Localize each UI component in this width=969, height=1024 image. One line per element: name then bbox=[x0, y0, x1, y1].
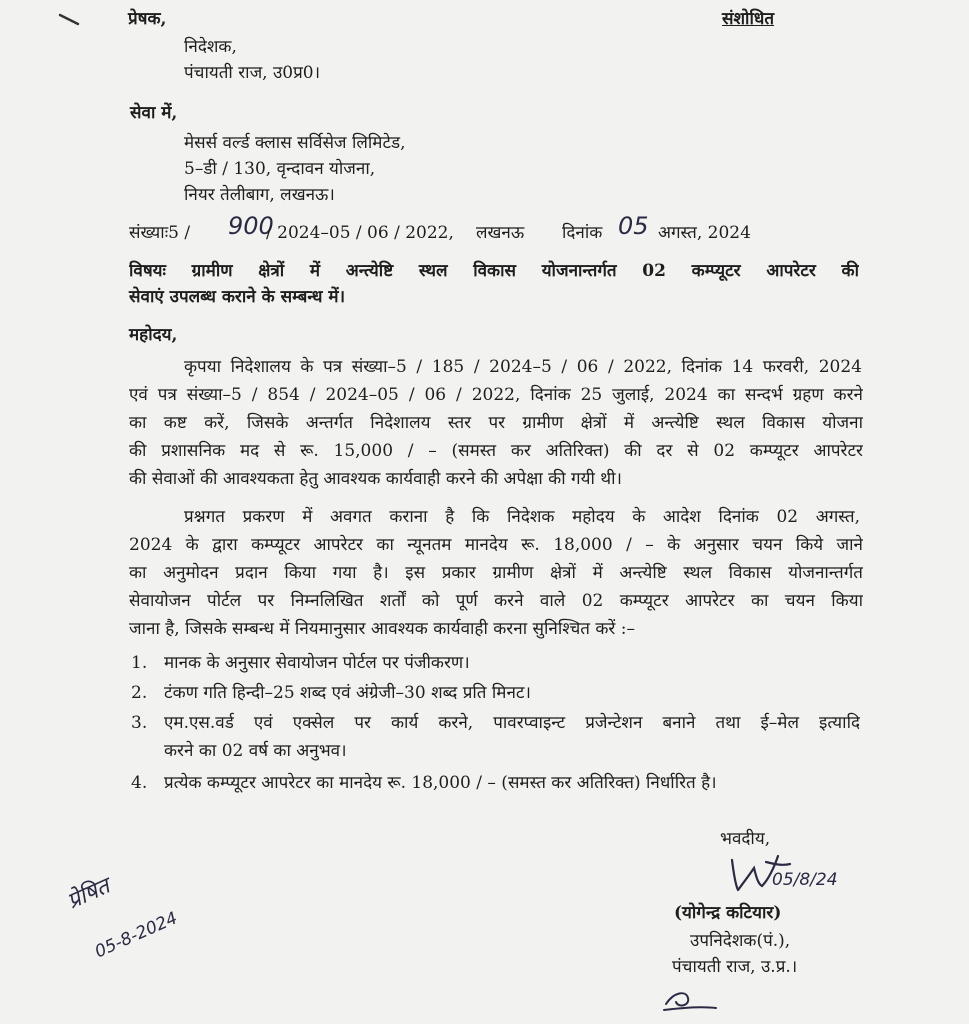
recipient-line: 5–डी / 130, वृन्दावन योजना, bbox=[184, 159, 376, 179]
list-number: 4. bbox=[131, 773, 148, 793]
subject-line: विषयः ग्रामीण क्षेत्रों में अन्त्येष्टि स्थल विकास योजनान्तर्गत 02 कम्प्यूटर आपरेटर की bbox=[129, 261, 859, 281]
date-label: दिनांक bbox=[562, 223, 603, 243]
signatory-department: पंचायती राज, उ.प्र.। bbox=[672, 957, 798, 977]
paragraph-line: कृपया निदेशालय के पत्र संख्या–5 / 185 / 2024–5 / 06 / 2022, दिनांक 14 फरवरी, 2024 bbox=[184, 357, 862, 377]
list-item: टंकण गति हिन्दी–25 शब्द एवं अंग्रेजी–30 शब्द प्रति मिनट। bbox=[164, 683, 531, 703]
revised-stamp: संशोधित bbox=[722, 9, 775, 29]
paragraph-line: का अनुमोदन प्रदान किया गया है। इस प्रकार ग्रामीण क्षेत्रों में अन्त्येष्टि स्थल विकास योजनान्तर्गत bbox=[129, 563, 863, 583]
sender-label: प्रेषक, bbox=[128, 9, 167, 29]
pen-mark-icon bbox=[58, 12, 82, 28]
closing-yours: भवदीय, bbox=[720, 829, 771, 849]
signatory-name: (योगेन्द्र कटियार) bbox=[674, 903, 782, 923]
paragraph-line: 2024 के द्वारा कम्प्यूटर आपरेटर का न्यूनतम मानदेय रू. 18,000 / – के अनुसार चयन किये जाने bbox=[129, 535, 863, 555]
date-rest: अगस्त, 2024 bbox=[658, 223, 751, 243]
paragraph-line: एवं पत्र संख्या–5 / 854 / 2024–05 / 06 / 2022, दिनांक 25 जुलाई, 2024 का सन्दर्भ ग्रहण करने bbox=[129, 385, 863, 405]
reference-suffix: / 2024–05 / 06 / 2022, bbox=[266, 223, 454, 243]
paragraph-line: सेवायोजन पोर्टल पर निम्नलिखित शर्तों को पूर्ण करने वाले 02 कम्प्यूटर आपरेटर का चयन किया bbox=[129, 591, 863, 611]
list-item: प्रत्येक कम्प्यूटर आपरेटर का मानदेय रू. 18,000 / – (समस्त कर अतिरिक्त) निर्धारित है। bbox=[164, 773, 717, 793]
recipient-label: सेवा में, bbox=[130, 103, 178, 123]
list-number: 1. bbox=[131, 653, 148, 673]
list-item: मानक के अनुसार सेवायोजन पोर्टल पर पंजीकरण। bbox=[164, 653, 470, 673]
handwritten-date-day: 05 bbox=[618, 212, 649, 240]
signature-date: 05/8/24 bbox=[772, 870, 838, 890]
sender-designation: निदेशक, bbox=[184, 37, 237, 57]
paragraph-line: की प्रशासनिक मद से रू. 15,000 / – (समस्त कर अतिरिक्त) की दर से 02 कम्प्यूटर आपरेटर bbox=[129, 441, 863, 461]
margin-note-forwarded: प्रेषित bbox=[63, 873, 114, 915]
salutation: महोदय, bbox=[129, 325, 178, 345]
recipient-line: नियर तेलीबाग, लखनऊ। bbox=[184, 185, 335, 205]
subject-line: सेवाएं उपलब्ध कराने के सम्बन्ध में। bbox=[129, 287, 346, 307]
initial-mark-icon bbox=[660, 984, 720, 1014]
paragraph-line: का कष्ट करें, जिसके अन्तर्गत निदेशालय स्तर पर ग्रामीण क्षेत्रों में अन्त्येष्टि स्थल विकास योजना bbox=[129, 413, 863, 433]
reference-city: लखनऊ bbox=[476, 223, 525, 243]
list-item: करने का 02 वर्ष का अनुभव। bbox=[164, 741, 347, 761]
paragraph-line: प्रश्नगत प्रकरण में अवगत कराना है कि निदेशक महोदय के आदेश दिनांक 02 अगस्त, bbox=[184, 507, 860, 527]
list-item: एम.एस.वर्ड एवं एक्सेल पर कार्य करने, पावरप्वाइन्ट प्रजेन्टेशन बनाने तथा ई–मेल इत्यादि bbox=[164, 713, 860, 733]
list-number: 3. bbox=[131, 713, 148, 733]
margin-note-date: 05-8-2024 bbox=[92, 908, 181, 963]
paragraph-line: की सेवाओं की आवश्यकता हेतु आवश्यक कार्यवाही करने की अपेक्षा की गयी थी। bbox=[129, 469, 622, 489]
signatory-designation: उपनिदेशक(पं.), bbox=[690, 931, 791, 951]
paragraph-line: जाना है, जिसके सम्बन्ध में नियमानुसार आवश्यक कार्यवाही करना सुनिश्चित करें :– bbox=[129, 619, 635, 639]
reference-prefix: संख्याः5 / bbox=[129, 223, 191, 243]
recipient-line: मेसर्स वर्ल्ड क्लास सर्विसेज लिमिटेड, bbox=[184, 133, 406, 153]
list-number: 2. bbox=[131, 683, 148, 703]
sender-department: पंचायती राज, उ0प्र0। bbox=[184, 63, 321, 83]
handwritten-reference-number: 900 bbox=[228, 212, 274, 240]
